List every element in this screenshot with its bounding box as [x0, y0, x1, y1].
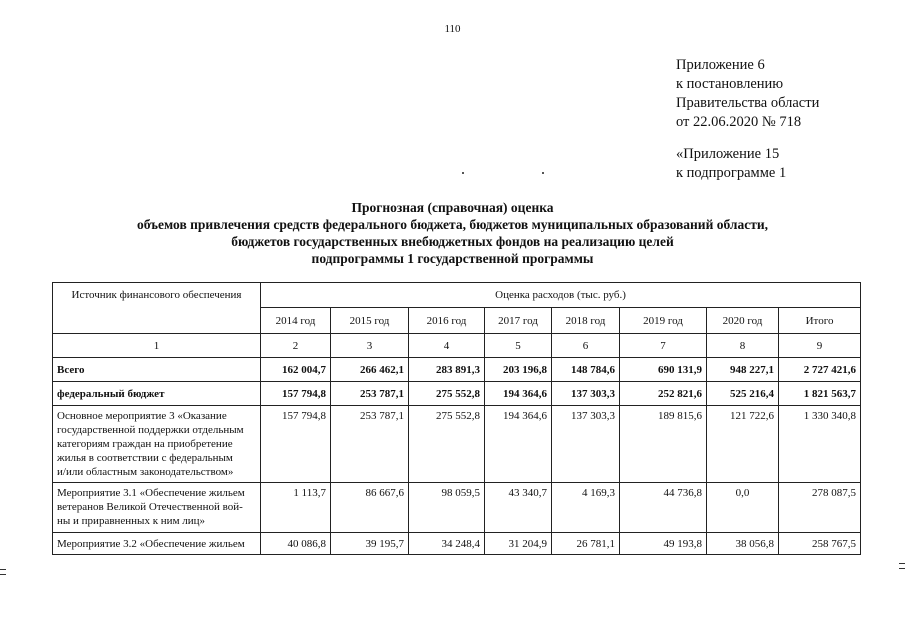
header-source: Источник финансового обеспечения [53, 283, 261, 334]
table-row-federal [53, 382, 861, 406]
cell-value: 253 787,1 [331, 382, 409, 406]
sub-appendix-block [676, 145, 786, 183]
cell-value: 266 462,1 [331, 358, 409, 382]
header-year: 2019 год [620, 308, 707, 334]
cell-value: 31 204,9 [485, 533, 552, 555]
column-number: 6 [552, 334, 620, 358]
sub-appendix-line: к подпрограмме 1 [676, 165, 787, 181]
table-row [53, 406, 861, 483]
cell-value: 2 727 421,6 [779, 358, 861, 382]
appendix-line: Приложение 6 [676, 57, 765, 73]
column-number: 4 [409, 334, 485, 358]
cell-value: 86 667,6 [331, 483, 409, 533]
cell-value: 121 722,6 [707, 406, 779, 483]
row-label [53, 483, 261, 533]
cell-value: 43 340,7 [485, 483, 552, 533]
header-year: 2014 год [261, 308, 331, 334]
table-header-row [53, 283, 861, 308]
cell-value: 157 794,8 [261, 382, 331, 406]
header-year: 2017 год [485, 308, 552, 334]
row-label [53, 406, 261, 483]
appendix-line: к постановлению [676, 76, 784, 92]
cell-value: 278 087,5 [779, 483, 861, 533]
cell-value: 258 767,5 [779, 533, 861, 555]
row-label-line: и/или областным законодательством» [57, 466, 234, 478]
cell-value: 253 787,1 [331, 406, 409, 483]
title-line: подпрограммы 1 государственной программы [311, 251, 594, 266]
scan-speck [462, 172, 464, 174]
column-number: 3 [331, 334, 409, 358]
scan-edge-mark [0, 569, 6, 575]
column-number: 2 [261, 334, 331, 358]
row-label-line: ветеранов Великой Отечественной вой- [57, 501, 243, 513]
appendix-line: от 22.06.2020 № 718 [676, 114, 802, 130]
table-row [53, 483, 861, 533]
cell-value: 162 004,7 [261, 358, 331, 382]
cell-value: 194 364,6 [485, 382, 552, 406]
table-row [53, 533, 861, 555]
cell-value: 137 303,3 [552, 406, 620, 483]
row-label: федеральный бюджет [53, 382, 261, 406]
title-line: объемов привлечения средств федерального бюджета, бюджетов муниципальных образований области, [137, 217, 768, 232]
appendix-block [676, 56, 819, 132]
cell-value: 1 821 563,7 [779, 382, 861, 406]
cell-value: 275 552,8 [409, 406, 485, 483]
scan-speck [542, 172, 544, 174]
cell-value: 189 815,6 [620, 406, 707, 483]
cell-value: 525 216,4 [707, 382, 779, 406]
cell-value: 690 131,9 [620, 358, 707, 382]
cell-value: 40 086,8 [261, 533, 331, 555]
row-label [53, 533, 261, 555]
cell-value: 1 113,7 [261, 483, 331, 533]
sub-appendix-line: «Приложение 15 [676, 146, 780, 162]
table-row-total [53, 358, 861, 382]
row-label-line: ны и приравненных к ним лиц» [57, 515, 206, 527]
cell-value: 34 248,4 [409, 533, 485, 555]
row-label-line: государственной поддержки отдельным [57, 424, 244, 436]
header-year: 2018 год [552, 308, 620, 334]
cell-value: 1 330 340,8 [779, 406, 861, 483]
cell-value: 49 193,8 [620, 533, 707, 555]
column-number: 9 [779, 334, 861, 358]
budget-table [52, 282, 861, 555]
cell-value: 137 303,3 [552, 382, 620, 406]
cell-value: 98 059,5 [409, 483, 485, 533]
cell-value: 38 056,8 [707, 533, 779, 555]
column-number: 1 [53, 334, 261, 358]
row-label-line: Мероприятие 3.1 «Обеспечение жильем [57, 487, 245, 499]
cell-value: 275 552,8 [409, 382, 485, 406]
cell-value: 194 364,6 [485, 406, 552, 483]
header-total: Итого [779, 308, 861, 334]
column-number: 5 [485, 334, 552, 358]
header-estimate: Оценка расходов (тыс. руб.) [261, 283, 861, 308]
cell-value: 39 195,7 [331, 533, 409, 555]
cell-value: 948 227,1 [707, 358, 779, 382]
scan-edge-mark [899, 563, 905, 569]
document-title [0, 199, 905, 267]
cell-value: 148 784,6 [552, 358, 620, 382]
row-label-line: Основное мероприятие 3 «Оказание [57, 410, 227, 422]
cell-value: 26 781,1 [552, 533, 620, 555]
page-number: 110 [444, 23, 461, 35]
title-line: бюджетов государственных внебюджетных фондов на реализацию целей [231, 234, 674, 249]
cell-value: 157 794,8 [261, 406, 331, 483]
row-label-line: жилья в соответствии с федеральным [57, 452, 233, 464]
cell-value: 283 891,3 [409, 358, 485, 382]
appendix-line: Правительства области [676, 95, 820, 111]
header-year: 2020 год [707, 308, 779, 334]
title-line: Прогнозная (справочная) оценка [351, 200, 554, 215]
header-year: 2016 год [409, 308, 485, 334]
column-number-row [53, 334, 861, 358]
row-label-line: Мероприятие 3.2 «Обеспечение жильем [57, 537, 245, 550]
cell-value: 203 196,8 [485, 358, 552, 382]
column-number: 8 [707, 334, 779, 358]
cell-value: 252 821,6 [620, 382, 707, 406]
cell-value: 0,0 [707, 483, 779, 533]
cell-value: 44 736,8 [620, 483, 707, 533]
column-number: 7 [620, 334, 707, 358]
header-year: 2015 год [331, 308, 409, 334]
row-label-line: категориям граждан на приобретение [57, 438, 233, 450]
cell-value: 4 169,3 [552, 483, 620, 533]
row-label: Всего [53, 358, 261, 382]
